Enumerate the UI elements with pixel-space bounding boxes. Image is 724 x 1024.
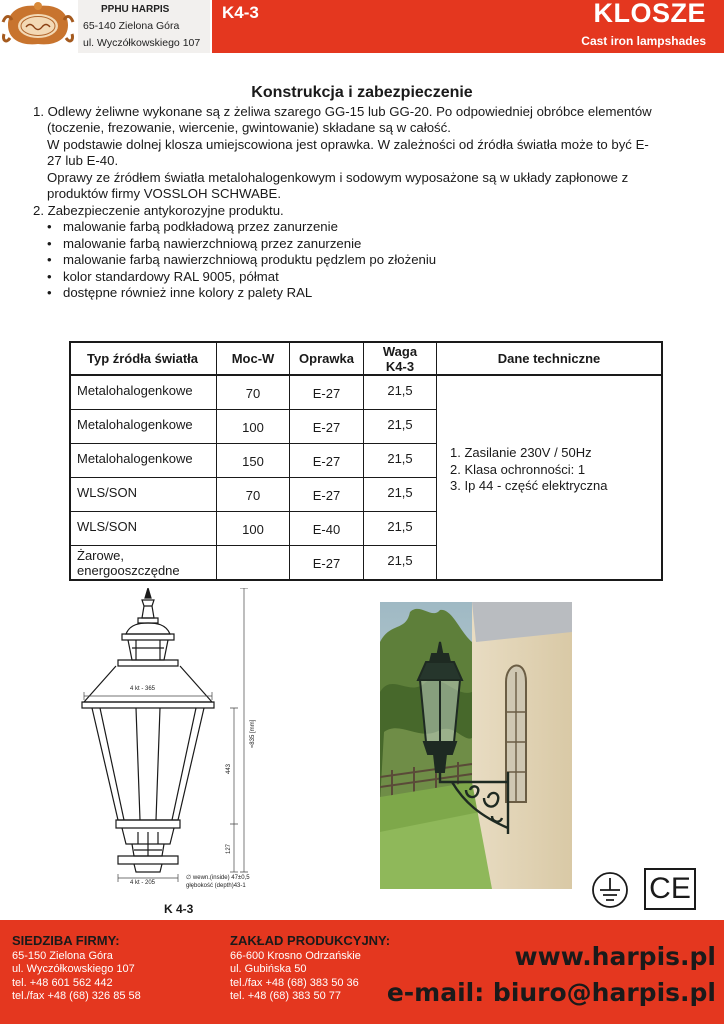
table-cell-source: WLS/SON	[77, 484, 137, 500]
table-cell-source: WLS/SON	[77, 518, 137, 534]
prod-heading: ZAKŁAD PRODUKCYJNY:	[230, 933, 391, 948]
lampshade-technical-drawing	[78, 588, 278, 898]
technical-data	[450, 445, 608, 495]
table-cell-weight: 21,5	[387, 552, 413, 568]
hq-heading: SIEDZIBA FIRMY:	[12, 933, 120, 948]
table-cell-power: 70	[245, 385, 261, 401]
col-header-weight-l1: Waga	[382, 343, 418, 359]
table-cell-source: Metalohalogenkowe	[77, 382, 193, 398]
paragraph-line: Oprawy ze źródłem światła metalohalogenkowym i sodowym wyposażone są w układy zapłonowe z	[47, 170, 629, 185]
header-banner	[212, 0, 724, 53]
drawing-caption: K 4-3	[164, 902, 194, 916]
tech-line: 3. Ip 44 - część elektryczna	[450, 478, 608, 493]
tech-line: 2. Klasa ochronności: 1	[450, 461, 586, 477]
bullet-item: • malowanie farbą nawierzchniową przez zanurzenie	[63, 236, 361, 252]
bullet-item: • malowanie farbą nawierzchniową produktu pędzlem po złożeniu	[63, 252, 436, 268]
company-name: PPHU HARPIS	[101, 4, 170, 15]
col-header-source: Typ źródła światła	[86, 351, 198, 366]
footer-headquarters	[12, 934, 141, 1004]
paragraph-line: produktów firmy VOSSLOH SCHWABE.	[47, 186, 282, 201]
page-subtitle: Cast iron lampshades	[581, 34, 706, 48]
prod-line: tel./fax +48 (68) 383 50 36	[230, 976, 359, 989]
table-cell-socket: E-27	[312, 385, 341, 401]
hq-line: tel./fax +48 (68) 326 85 58	[12, 990, 141, 1003]
page-title: KLOSZE	[593, 0, 706, 28]
socket-note-l1: ∅ wewn.(inside) 47±0,5	[186, 875, 250, 881]
dim-body-label: 443	[226, 763, 232, 774]
paragraph-line: (toczenie, frezowanie, wiercenie, gwintowanie) składane są w całość.	[47, 120, 451, 135]
table-cell-weight: 21,5	[387, 382, 413, 398]
company-address-box	[78, 0, 210, 53]
col-header-weight-l2: K4-3	[385, 358, 415, 374]
paragraph-line: 27 lub E-40.	[47, 153, 119, 168]
table-cell-socket: E-27	[312, 419, 341, 435]
page-footer	[0, 920, 724, 1024]
table-cell-socket: E-40	[312, 521, 341, 537]
col-header-tech: Dane techniczne	[497, 351, 601, 366]
table-cell-source-l2: energooszczędne	[77, 562, 180, 578]
hq-line: 65-150 Zielona Góra	[12, 949, 113, 962]
wall-lantern-photo-icon	[380, 602, 572, 889]
website-link[interactable]: www.harpis.pl	[514, 942, 716, 971]
paragraph-line: 1. Odlewy żeliwne wykonane są z żeliwa szarego GG-15 lub GG-20. Po odpowiedniej obróbce elementów	[33, 104, 652, 119]
table-cell-power: 70	[245, 487, 261, 503]
ce-mark: CE	[644, 868, 696, 910]
dim-base-label: 127	[226, 843, 232, 854]
col-header-socket: Oprawka	[299, 351, 354, 366]
dim-top-label: 4 kt - 365	[130, 686, 156, 692]
dim-total-label: ≈835 [mm]	[250, 719, 256, 748]
table-cell-weight: 21,5	[387, 450, 413, 466]
hq-line: tel. +48 601 562 442	[12, 976, 113, 989]
product-code: K4-3	[222, 3, 259, 22]
table-cell-weight: 21,5	[387, 416, 413, 432]
table-cell-power: 100	[242, 521, 264, 537]
certification-symbols	[590, 868, 698, 912]
table-cell-weight: 21,5	[387, 518, 413, 534]
table-cell-socket: E-27	[312, 453, 341, 469]
col-header-weight	[364, 343, 436, 374]
bullet-item: • dostępne również inne kolory z palety RAL	[63, 285, 312, 301]
col-header-power: Moc-W	[231, 351, 275, 366]
ground-symbol-icon	[590, 870, 630, 910]
table-cell-source: Metalohalogenkowe	[77, 450, 193, 466]
prod-line: 66-600 Krosno Odrzańskie	[230, 949, 361, 962]
tech-line: 1. Zasilanie 230V / 50Hz	[450, 445, 592, 460]
table-cell-power: 100	[242, 419, 264, 435]
socket-note-l2: głębokość (depth)43-1	[186, 883, 246, 889]
table-cell-source-l1: Żarowe,	[77, 547, 124, 563]
company-street: ul. Wyczółkowskiego 107	[83, 37, 201, 49]
table-cell-socket: E-27	[312, 487, 341, 503]
table-cell-power: 150	[242, 453, 264, 469]
dim-bottom-label: 4 kt - 205	[130, 880, 156, 886]
table-cell-power	[217, 546, 289, 579]
paragraph-line: W podstawie dolnej klosza umiejscowiona jest oprawka. W zależności od źródła światła może to być E-	[47, 137, 649, 152]
page-header	[0, 0, 724, 55]
hq-line: ul. Wyczółkowskiego 107	[12, 963, 135, 976]
table-cell-socket: E-27	[312, 555, 341, 571]
email-link[interactable]: e-mail: biuro@harpis.pl	[386, 978, 716, 1007]
section-heading: Konstrukcja i zabezpieczenie	[251, 84, 473, 101]
bullet-item: • kolor standardowy RAL 9005, półmat	[63, 269, 279, 285]
table-cell-source	[69, 546, 216, 579]
company-city: 65-140 Zielona Góra	[83, 20, 180, 32]
footer-production	[230, 934, 390, 1004]
lamp-spec-table	[69, 341, 663, 581]
table-cell-weight: 21,5	[387, 484, 413, 500]
table-cell-source: Metalohalogenkowe	[77, 416, 193, 432]
harpis-logo-icon	[0, 0, 76, 50]
paragraph-line: 2. Zabezpieczenie antykorozyjne produktu.	[33, 203, 284, 218]
prod-line: ul. Gubińska 50	[230, 963, 307, 976]
bullet-item: • malowanie farbą podkładową przez zanurzenie	[63, 219, 338, 235]
prod-line: tel. +48 (68) 383 50 77	[230, 990, 341, 1003]
